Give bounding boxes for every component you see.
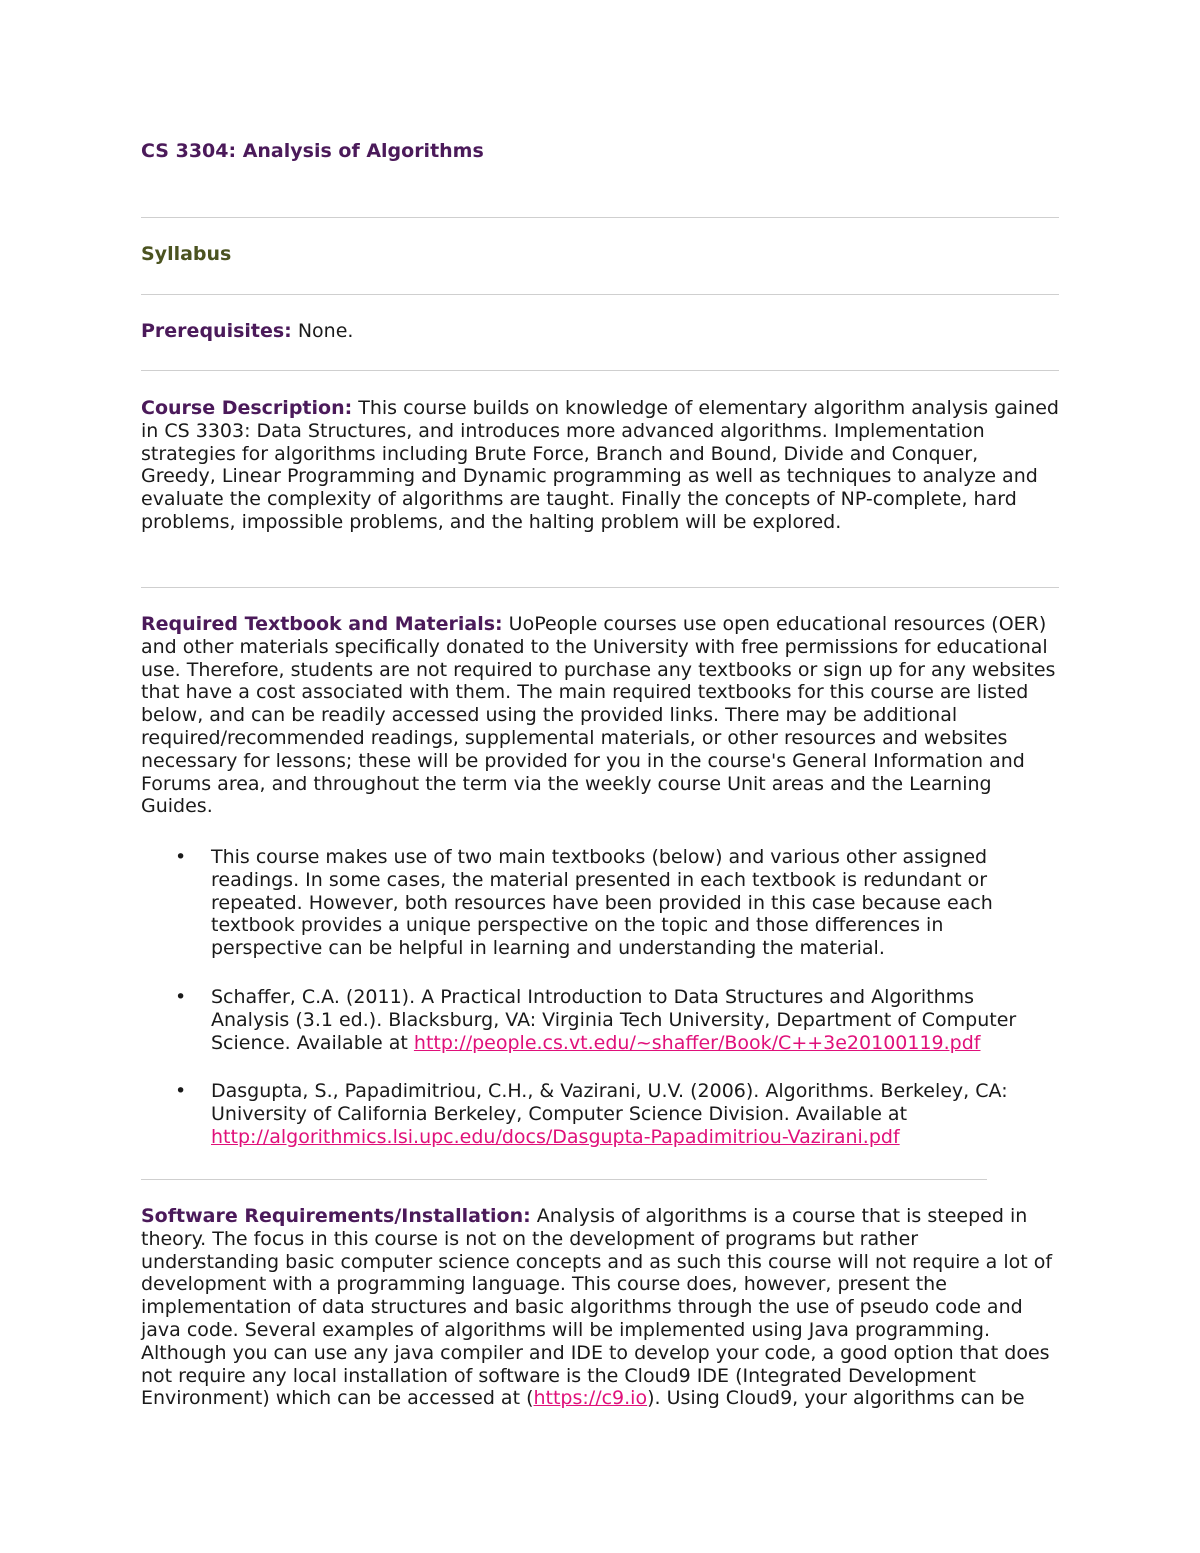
prerequisites-label: Prerequisites: (141, 320, 292, 342)
list-item-text: This course makes use of two main textbooks (below) and various other assigned readings. In some cases, the material presented in each textbook is redundant or repeated. However, both resources have been provided in this case because each textbook provides a unique perspective on the topic and those differences in perspective can be helpful in learning and understanding the material. (211, 846, 993, 960)
bullet-icon: • (175, 846, 187, 868)
textbooks-label: Required Textbook and Materials: (141, 613, 503, 635)
software-text: Analysis of algorithms is a course that is steeped in theory. The focus in this course is not on the development of programs but rather understanding basic computer science concepts and as such this course will not require a lot of development with a programming language. This course does, however, present the implementation of data structures and basic algorithms through the use of pseudo code and java code. Several examples of algorithms will be implemented using Java programming. Although you can use any java compiler and IDE to develop your code, a good option that does not require any local installation of software is the Cloud9 IDE (Integrated Development Environment) which can be accessed at ( (141, 1205, 1053, 1410)
list-item (141, 1080, 1059, 1148)
cloud9-link[interactable]: https://c9.io (533, 1387, 648, 1410)
prerequisites-value: None. (291, 320, 354, 342)
bullet-icon: • (175, 1080, 187, 1103)
list-item (141, 986, 1059, 1054)
prerequisites-section (141, 320, 1059, 343)
divider (141, 1179, 987, 1180)
list-item (141, 846, 1059, 960)
course-description-section (141, 397, 1059, 534)
course-description-text: This course builds on knowledge of elementary algorithm analysis gained in CS 3303: Data Structures, and introduces more advanced algorithms. Implementation strategies for algorithms including Brute Force, Branch and Bound, Divide and Conquer, Greedy, Linear Programming and Dynamic programming as well as techniques to analyze and evaluate the complexity of algorithms are taught. Finally the concepts of NP-complete, hard problems, impossible problems, and the halting problem will be explored. (141, 397, 1059, 533)
textbook-list (141, 846, 1059, 1175)
syllabus-heading: Syllabus (141, 243, 232, 265)
divider (141, 294, 1059, 295)
software-text-after: ). Using Cloud9, your algorithms can be (647, 1387, 1025, 1410)
software-section (141, 1205, 1059, 1410)
list-item-text: Schaffer, C.A. (2011). A Practical Introduction to Data Structures and Algorithms Analysis (3.1 ed.). Blacksburg, VA: Virginia Tech University, Department of Computer Science. Available at (211, 985, 1017, 1054)
divider (141, 217, 1059, 218)
textbooks-text: UoPeople courses use open educational resources (OER) and other materials specifically donated to the University with free permissions for educational use. Therefore, students are not required to purchase any textbooks or sign up for any websites that have a cost associated with them. The main required textbooks for this course are listed below, and can be readily accessed using the provided links. There may be additional required/recommended readings, supplemental materials, or other resources and websites necessary for lessons; these will be provided for you in the course's General Information and Forums area, and throughout the term via the weekly course Unit areas and the Learning Guides. (141, 613, 1056, 818)
list-item-text: Dasgupta, S., Papadimitriou, C.H., & Vazirani, U.V. (2006). Algorithms. Berkeley, CA: University of California Berkeley, Computer Science Division. Available at (211, 1080, 1008, 1126)
course-description-label: Course Description: (141, 397, 353, 419)
divider (141, 587, 1059, 588)
dasgupta-textbook-link[interactable]: http://algorithmics.lsi.upc.edu/docs/Dasgupta-Papadimitriou-Vazirani.pdf (211, 1125, 900, 1148)
software-label: Software Requirements/Installation: (141, 1205, 531, 1227)
bullet-icon: • (175, 985, 187, 1008)
schaffer-textbook-link[interactable]: http://people.cs.vt.edu/~shaffer/Book/C++3e20100119.pdf (413, 1031, 981, 1054)
textbooks-section (141, 613, 1059, 818)
divider (141, 370, 1059, 371)
course-title: CS 3304: Analysis of Algorithms (141, 140, 484, 162)
